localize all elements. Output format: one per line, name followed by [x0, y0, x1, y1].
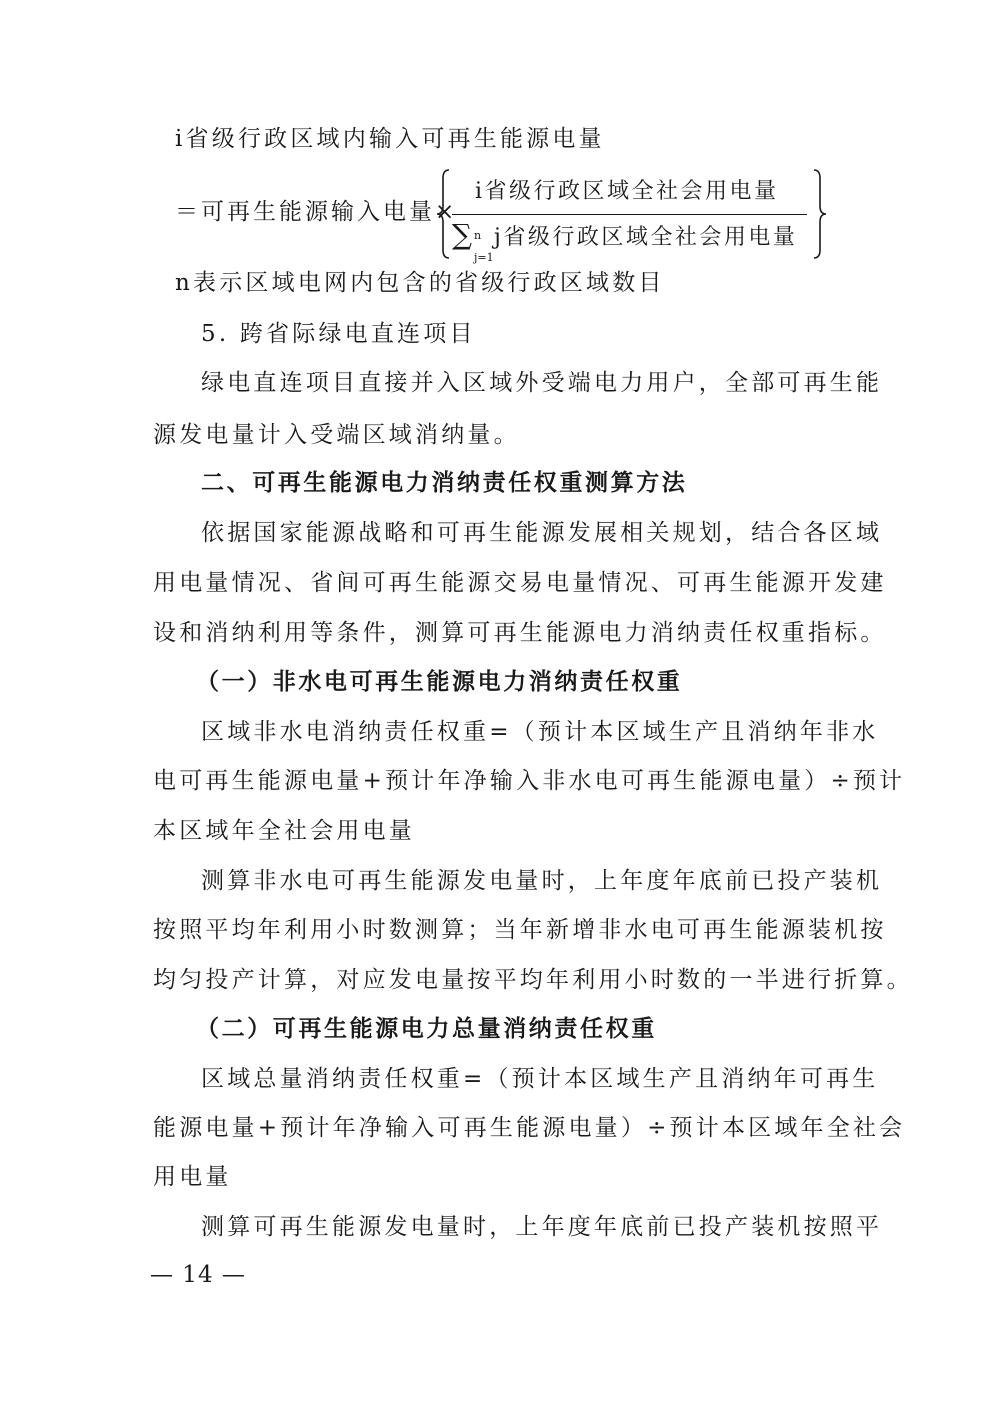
fraction-bar [452, 214, 807, 215]
denominator-text: j省级行政区域全社会用电量 [494, 225, 798, 250]
paragraph-line: 设和消纳利用等条件，测算可再生能源电力消纳责任权重指标。 [153, 620, 887, 646]
formula-block [175, 168, 835, 264]
page-number: — 14 — [150, 1262, 246, 1288]
subsection-heading-2: （二）可再生能源电力总量消纳责任权重 [196, 1015, 657, 1042]
paragraph-line: 本区域年全社会用电量 [153, 818, 415, 844]
formula-numerator: i省级行政区域全社会用电量 [475, 179, 779, 204]
paragraph-line: 测算非水电可再生能源发电量时，上年度年底前已投产装机 [201, 868, 883, 894]
paragraph-line: 源发电量计入受端区域消纳量。 [153, 422, 520, 448]
sum-upper-limit: n [474, 229, 482, 242]
paragraph-line: 依据国家能源战略和可再生能源发展相关规划，结合各区域 [201, 520, 883, 546]
section-heading-2: 二、可再生能源电力消纳责任权重测算方法 [201, 469, 688, 496]
paragraph-line: 用电量 [153, 1164, 232, 1190]
formula-definition-line: i省级行政区域内输入可再生能源电量 [175, 126, 605, 152]
paragraph-line: 测算可再生能源发电量时，上年度年底前已投产装机按照平 [201, 1214, 883, 1240]
sum-limits [472, 223, 494, 264]
paragraph-line: 区域总量消纳责任权重=（预计本区域生产且消纳年可再生 [201, 1066, 879, 1092]
right-brace [812, 168, 828, 260]
subheading-5: 5. 跨省际绿电直连项目 [201, 321, 476, 347]
sum-lower-limit: j=1 [474, 251, 494, 264]
formula-denominator [452, 218, 798, 264]
sigma-symbol: ∑ [452, 218, 472, 251]
formula-lhs: ＝可再生能源输入电量× [175, 199, 458, 225]
subsection-heading-1: （一）非水电可再生能源电力消纳责任权重 [196, 668, 683, 695]
paragraph-line: 绿电直连项目直接并入区域外受端电力用户，全部可再生能 [201, 370, 883, 396]
paragraph-line: 区域非水电消纳责任权重=（预计本区域生产且消纳年非水 [201, 719, 879, 745]
paragraph-line: 均匀投产计算，对应发电量按平均年利用小时数的一半进行折算。 [153, 967, 913, 993]
paragraph-line: 能源电量+预计年净输入可再生能源电量）÷预计本区域年全社会 [153, 1115, 906, 1141]
left-brace [435, 168, 451, 260]
paragraph-line: 按照平均年利用小时数测算；当年新增非水电可再生能源装机按 [153, 917, 887, 943]
paragraph-line: 电可再生能源电量+预计年净输入非水电可再生能源电量）÷预计 [153, 768, 906, 794]
paragraph-line: 用电量情况、省间可再生能源交易电量情况、可再生能源开发建 [153, 570, 887, 596]
formula-note: n表示区域电网内包含的省级行政区域数目 [175, 270, 665, 296]
